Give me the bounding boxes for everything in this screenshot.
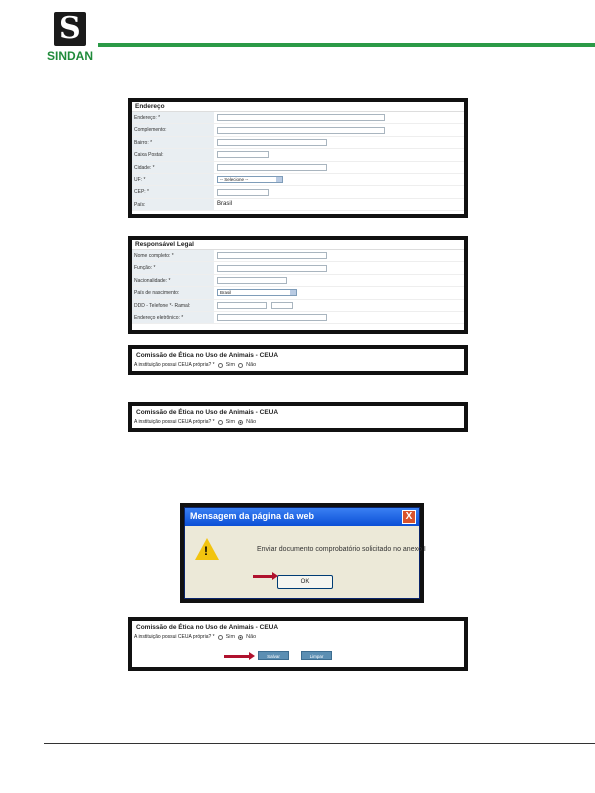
caixa-postal-input[interactable] xyxy=(217,151,269,158)
legal-label: Nacionalidade: * xyxy=(132,275,214,286)
email-input[interactable] xyxy=(217,314,327,321)
address-label: Caixa Postal: xyxy=(132,149,214,160)
ceua-question: A instituição possui CEUA própria? * xyxy=(134,362,215,368)
ceua-screenshot-3 xyxy=(128,617,468,671)
address-label: Bairro: * xyxy=(132,137,214,148)
yes-radio[interactable] xyxy=(218,363,223,368)
pais-nascimento-select[interactable]: Brasil xyxy=(217,289,297,296)
address-label: Cidade: * xyxy=(132,162,214,173)
uf-select[interactable]: -- Selecione -- xyxy=(217,176,283,183)
yes-label: Sim xyxy=(225,419,236,425)
legal-screenshot xyxy=(128,236,468,334)
funcao-input[interactable] xyxy=(217,265,327,272)
no-radio-selected[interactable] xyxy=(238,635,243,640)
pais-value: Brasil xyxy=(217,201,233,208)
nacionalidade-input[interactable] xyxy=(217,277,287,284)
telefone-input[interactable] xyxy=(217,302,267,309)
footer-rule xyxy=(44,743,595,744)
save-button[interactable]: Salvar xyxy=(258,651,289,660)
warning-exclamation: ! xyxy=(204,544,208,558)
clear-button[interactable]: Limpar xyxy=(301,651,332,660)
cidade-input[interactable] xyxy=(217,164,327,171)
no-label: Não xyxy=(246,419,257,425)
legal-label: Nome completo: * xyxy=(132,250,214,261)
alert-dialog-screenshot xyxy=(180,503,424,603)
yes-label: Sim xyxy=(225,634,236,640)
no-label: Não xyxy=(246,634,257,640)
ceua-title: Comissão de Ética no Uso de Animais - CEUA xyxy=(136,352,279,359)
address-screenshot xyxy=(128,98,468,218)
bairro-input[interactable] xyxy=(217,139,327,146)
close-button[interactable]: X xyxy=(402,510,416,524)
ceua-screenshot-1 xyxy=(128,345,468,375)
ceua-screenshot-2 xyxy=(128,402,468,432)
address-label: UF: * xyxy=(132,174,214,185)
legal-label: Endereço eletrônico: * xyxy=(132,312,214,323)
yes-label: Sim xyxy=(225,362,236,368)
header-rule xyxy=(98,43,595,47)
yes-radio[interactable] xyxy=(218,635,223,640)
ceua-title: Comissão de Ética no Uso de Animais - CEUA xyxy=(136,624,279,631)
ok-button[interactable]: OK xyxy=(277,575,333,589)
endereco-input[interactable] xyxy=(217,114,385,121)
logo-mark: S xyxy=(54,12,86,46)
address-title: Endereço xyxy=(132,102,464,112)
legal-label: País de nascimento: xyxy=(132,287,214,298)
legal-label: DDD - Telefone *- Ramal: xyxy=(132,300,214,311)
yes-radio[interactable] xyxy=(218,420,223,425)
address-label: CEP: * xyxy=(132,186,214,197)
ceua-title: Comissão de Ética no Uso de Animais - CEUA xyxy=(136,409,279,416)
dialog-title: Mensagem da página da web xyxy=(185,508,419,526)
ceua-question: A instituição possui CEUA própria? * xyxy=(134,419,215,425)
address-label: Complemento: xyxy=(132,124,214,135)
legal-label: Função: * xyxy=(132,262,214,273)
address-label: Endereço: * xyxy=(132,112,214,123)
legal-title: Responsável Legal xyxy=(132,240,464,250)
no-label: Não xyxy=(246,362,257,368)
logo-text: SINDAN xyxy=(46,49,93,63)
arrow-pointer xyxy=(224,655,250,658)
ceua-question: A instituição possui CEUA própria? * xyxy=(134,634,215,640)
ramal-input[interactable] xyxy=(271,302,293,309)
complemento-input[interactable] xyxy=(217,127,385,134)
no-radio[interactable] xyxy=(238,363,243,368)
cep-input[interactable] xyxy=(217,189,269,196)
sindan-logo xyxy=(44,12,96,64)
no-radio-selected[interactable] xyxy=(238,420,243,425)
dialog-message: Enviar documento comprobatório solicitado no anexo I xyxy=(257,546,426,553)
nome-input[interactable] xyxy=(217,252,327,259)
address-label: País: xyxy=(132,199,214,210)
arrow-pointer xyxy=(253,575,273,578)
